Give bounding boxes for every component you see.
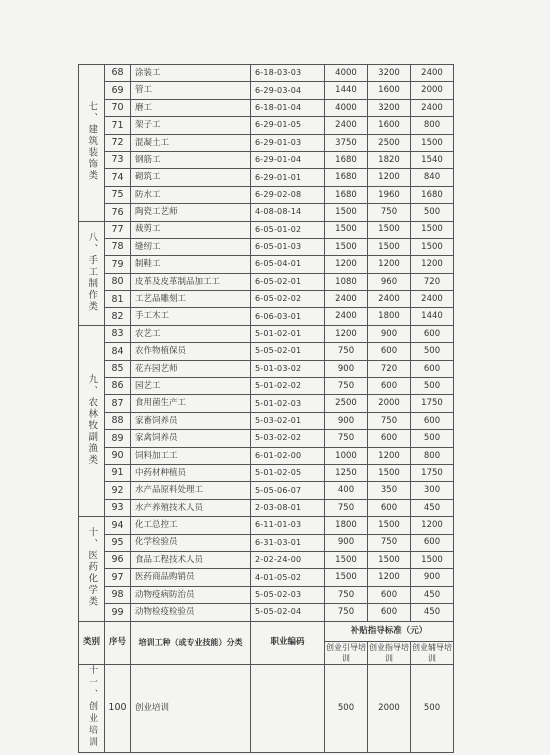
subsidy-1: 1000 xyxy=(325,447,368,464)
occupation-name: 缝纫工 xyxy=(131,238,251,255)
occupation-name: 动物检疫检验员 xyxy=(131,604,251,621)
subsidy-3: 1500 xyxy=(411,134,454,151)
occupation-code xyxy=(251,664,325,752)
row-number: 84 xyxy=(105,343,131,360)
row-number: 78 xyxy=(105,238,131,255)
table-row xyxy=(79,664,454,752)
occupation-name: 皮革及皮革制品加工工 xyxy=(131,273,251,290)
table-row xyxy=(79,291,454,308)
subsidy-1: 3750 xyxy=(325,134,368,151)
row-number: 98 xyxy=(105,586,131,603)
table-row xyxy=(79,221,454,238)
subsidy-2: 1200 xyxy=(368,169,411,186)
subsidy-3: 1200 xyxy=(411,256,454,273)
category-cell xyxy=(79,664,105,752)
occupation-code: 5-03-02-01 xyxy=(251,412,325,429)
occupation-code: 6-11-01-03 xyxy=(251,517,325,534)
subsidy-2: 750 xyxy=(368,412,411,429)
occupation-name: 化工总控工 xyxy=(131,517,251,534)
subsidy-3: 2400 xyxy=(411,65,454,82)
row-number: 89 xyxy=(105,430,131,447)
table-row xyxy=(79,430,454,447)
subsidy-1: 1440 xyxy=(325,82,368,99)
subsidy-2: 1200 xyxy=(368,447,411,464)
table-row xyxy=(79,82,454,99)
occupation-name: 架子工 xyxy=(131,117,251,134)
header-sub-3: 创业辅导培训 xyxy=(412,642,452,663)
category-cell xyxy=(79,325,105,516)
occupation-name: 中药材种植员 xyxy=(131,464,251,481)
table-row xyxy=(79,534,454,551)
subsidy-3: 600 xyxy=(411,534,454,551)
table-row xyxy=(79,395,454,412)
subsidy-1: 1500 xyxy=(325,221,368,238)
row-number: 70 xyxy=(105,99,131,116)
subsidy-3: 2400 xyxy=(411,99,454,116)
occupation-name: 工艺品雕刻工 xyxy=(131,291,251,308)
row-number: 99 xyxy=(105,604,131,621)
table-row xyxy=(79,117,454,134)
row-number: 87 xyxy=(105,395,131,412)
category-label: 七、建筑装饰类 xyxy=(86,101,98,182)
subsidy-3: 1200 xyxy=(411,517,454,534)
table-row xyxy=(79,360,454,377)
row-number: 100 xyxy=(105,664,131,752)
subsidy-1: 1500 xyxy=(325,238,368,255)
row-number: 95 xyxy=(105,534,131,551)
subsidy-2: 750 xyxy=(368,534,411,551)
subsidy-table xyxy=(78,64,454,753)
occupation-code: 6-18-03-03 xyxy=(251,65,325,82)
subsidy-3: 2000 xyxy=(411,82,454,99)
occupation-code: 5-01-02-01 xyxy=(251,325,325,342)
subsidy-1: 4000 xyxy=(325,99,368,116)
subsidy-3: 1680 xyxy=(411,186,454,203)
subsidy-1: 1800 xyxy=(325,517,368,534)
occupation-name: 创业培训 xyxy=(131,664,251,752)
subsidy-3: 1500 xyxy=(411,221,454,238)
occupation-name: 家畜饲养员 xyxy=(131,412,251,429)
occupation-code: 6-29-01-05 xyxy=(251,117,325,134)
subsidy-2: 350 xyxy=(368,482,411,499)
subsidy-1: 1500 xyxy=(325,569,368,586)
subsidy-3: 600 xyxy=(411,360,454,377)
category-label: 十、医药化学类 xyxy=(86,527,98,608)
table-row xyxy=(79,604,454,621)
subsidy-1: 750 xyxy=(325,604,368,621)
category-label: 八、手工制作类 xyxy=(86,231,98,313)
subsidy-1: 750 xyxy=(325,586,368,603)
subsidy-2: 2000 xyxy=(368,664,411,752)
occupation-code: 6-05-02-02 xyxy=(251,291,325,308)
occupation-code: 5-01-02-03 xyxy=(251,395,325,412)
subsidy-1: 1250 xyxy=(325,464,368,481)
row-number: 69 xyxy=(105,82,131,99)
subsidy-3: 600 xyxy=(411,325,454,342)
subsidy-1: 900 xyxy=(325,534,368,551)
subsidy-3: 500 xyxy=(411,664,454,752)
table-row xyxy=(79,238,454,255)
subsidy-1: 1200 xyxy=(325,325,368,342)
occupation-name: 动物疫病防治员 xyxy=(131,586,251,603)
row-number: 74 xyxy=(105,169,131,186)
subsidy-2: 1500 xyxy=(368,551,411,568)
subsidy-2: 2400 xyxy=(368,291,411,308)
table-row xyxy=(79,325,454,342)
occupation-name: 园艺工 xyxy=(131,378,251,395)
occupation-name: 家禽饲养员 xyxy=(131,430,251,447)
occupation-name: 手工木工 xyxy=(131,308,251,325)
occupation-code: 5-05-06-07 xyxy=(251,482,325,499)
occupation-code: 6-01-02-00 xyxy=(251,447,325,464)
occupation-code: 6-05-04-01 xyxy=(251,256,325,273)
subsidy-3: 840 xyxy=(411,169,454,186)
occupation-code: 6-29-01-03 xyxy=(251,134,325,151)
occupation-name: 水产养殖技术人员 xyxy=(131,499,251,516)
occupation-code: 6-29-02-08 xyxy=(251,186,325,203)
subsidy-2: 3200 xyxy=(368,65,411,82)
occupation-code: 5-05-02-04 xyxy=(251,604,325,621)
occupation-code: 5-01-02-05 xyxy=(251,464,325,481)
subsidy-3: 2400 xyxy=(411,291,454,308)
occupation-name: 化学检验员 xyxy=(131,534,251,551)
subsidy-2: 1800 xyxy=(368,308,411,325)
table-row xyxy=(79,256,454,273)
table-row xyxy=(79,551,454,568)
subsidy-3: 1500 xyxy=(411,238,454,255)
occupation-code: 6-29-01-04 xyxy=(251,151,325,168)
subsidy-1: 2500 xyxy=(325,395,368,412)
table-row xyxy=(79,134,454,151)
header-row xyxy=(79,621,454,641)
table-row xyxy=(79,499,454,516)
header-number: 序号 xyxy=(105,621,131,664)
occupation-name: 防水工 xyxy=(131,186,251,203)
subsidy-3: 1440 xyxy=(411,308,454,325)
occupation-name: 食品工程技术人员 xyxy=(131,551,251,568)
row-number: 92 xyxy=(105,482,131,499)
occupation-code: 5-05-02-01 xyxy=(251,343,325,360)
table-row xyxy=(79,447,454,464)
subsidy-2: 600 xyxy=(368,343,411,360)
subsidy-1: 2400 xyxy=(325,117,368,134)
table-row xyxy=(79,186,454,203)
subsidy-2: 600 xyxy=(368,604,411,621)
subsidy-3: 450 xyxy=(411,499,454,516)
table-row xyxy=(79,464,454,481)
row-number: 76 xyxy=(105,204,131,221)
header-subsidy: 补贴指导标准（元） xyxy=(325,621,454,641)
subsidy-2: 1820 xyxy=(368,151,411,168)
occupation-code: 4-01-05-02 xyxy=(251,569,325,586)
subsidy-2: 900 xyxy=(368,325,411,342)
category-cell xyxy=(79,517,105,621)
table-row xyxy=(79,99,454,116)
subsidy-1: 1080 xyxy=(325,273,368,290)
subsidy-2: 1500 xyxy=(368,517,411,534)
occupation-code: 4-08-08-14 xyxy=(251,204,325,221)
row-number: 91 xyxy=(105,464,131,481)
subsidy-3: 500 xyxy=(411,430,454,447)
occupation-name: 涂装工 xyxy=(131,65,251,82)
row-number: 75 xyxy=(105,186,131,203)
header-name: 培训工种（或专业技能）分类 xyxy=(131,621,251,664)
subsidy-2: 600 xyxy=(368,586,411,603)
subsidy-2: 1500 xyxy=(368,221,411,238)
table-row xyxy=(79,65,454,82)
row-number: 86 xyxy=(105,378,131,395)
subsidy-1: 4000 xyxy=(325,65,368,82)
table-row xyxy=(79,151,454,168)
subsidy-2: 1600 xyxy=(368,117,411,134)
row-number: 85 xyxy=(105,360,131,377)
row-number: 97 xyxy=(105,569,131,586)
subsidy-1: 750 xyxy=(325,378,368,395)
table-row xyxy=(79,412,454,429)
header-sub-1: 创业引导培训 xyxy=(326,642,366,663)
occupation-name: 混凝土工 xyxy=(131,134,251,151)
occupation-name: 水产品原料处理工 xyxy=(131,482,251,499)
subsidy-1: 750 xyxy=(325,430,368,447)
occupation-name: 食用菌生产工 xyxy=(131,395,251,412)
row-number: 82 xyxy=(105,308,131,325)
row-number: 94 xyxy=(105,517,131,534)
occupation-code: 6-05-01-02 xyxy=(251,221,325,238)
subsidy-1: 900 xyxy=(325,412,368,429)
subsidy-3: 500 xyxy=(411,204,454,221)
row-number: 72 xyxy=(105,134,131,151)
occupation-code: 6-31-03-01 xyxy=(251,534,325,551)
subsidy-2: 1500 xyxy=(368,238,411,255)
occupation-name: 钢筋工 xyxy=(131,151,251,168)
occupation-code: 6-06-03-01 xyxy=(251,308,325,325)
header-sub-2: 创业指导培训 xyxy=(369,642,409,663)
occupation-code: 6-05-01-03 xyxy=(251,238,325,255)
occupation-code: 5-05-02-03 xyxy=(251,586,325,603)
subsidy-3: 900 xyxy=(411,569,454,586)
row-number: 90 xyxy=(105,447,131,464)
subsidy-2: 1200 xyxy=(368,569,411,586)
subsidy-3: 800 xyxy=(411,447,454,464)
table-row xyxy=(79,586,454,603)
header-code: 职业编码 xyxy=(251,621,325,664)
subsidy-2: 1960 xyxy=(368,186,411,203)
subsidy-2: 2500 xyxy=(368,134,411,151)
subsidy-3: 1750 xyxy=(411,464,454,481)
subsidy-2: 720 xyxy=(368,360,411,377)
occupation-code: 2-03-08-01 xyxy=(251,499,325,516)
row-number: 96 xyxy=(105,551,131,568)
subsidy-2: 750 xyxy=(368,204,411,221)
subsidy-1: 1500 xyxy=(325,551,368,568)
subsidy-1: 400 xyxy=(325,482,368,499)
table-row xyxy=(79,569,454,586)
occupation-name: 陶瓷工艺师 xyxy=(131,204,251,221)
subsidy-3: 500 xyxy=(411,343,454,360)
occupation-name: 制鞋工 xyxy=(131,256,251,273)
subsidy-3: 500 xyxy=(411,378,454,395)
occupation-name: 花卉园艺师 xyxy=(131,360,251,377)
subsidy-3: 600 xyxy=(411,412,454,429)
row-number: 81 xyxy=(105,291,131,308)
subsidy-1: 2400 xyxy=(325,291,368,308)
occupation-code: 5-03-02-02 xyxy=(251,430,325,447)
occupation-name: 磨工 xyxy=(131,99,251,116)
row-number: 71 xyxy=(105,117,131,134)
subsidy-1: 1680 xyxy=(325,151,368,168)
occupation-code: 2-02-24-00 xyxy=(251,551,325,568)
subsidy-1: 2400 xyxy=(325,308,368,325)
subsidy-2: 960 xyxy=(368,273,411,290)
occupation-name: 饲料加工工 xyxy=(131,447,251,464)
subsidy-3: 800 xyxy=(411,117,454,134)
subsidy-3: 450 xyxy=(411,604,454,621)
subsidy-3: 1500 xyxy=(411,551,454,568)
occupation-name: 裁剪工 xyxy=(131,221,251,238)
table-row xyxy=(79,343,454,360)
table-row xyxy=(79,169,454,186)
row-number: 68 xyxy=(105,65,131,82)
subsidy-1: 750 xyxy=(325,343,368,360)
occupation-name: 农作物植保员 xyxy=(131,343,251,360)
subsidy-1: 500 xyxy=(325,664,368,752)
category-cell xyxy=(79,221,105,325)
occupation-code: 6-29-03-04 xyxy=(251,82,325,99)
category-label: 九、农林牧副渔类 xyxy=(86,373,98,466)
occupation-name: 农艺工 xyxy=(131,325,251,342)
subsidy-2: 600 xyxy=(368,499,411,516)
subsidy-1: 1680 xyxy=(325,169,368,186)
subsidy-3: 1750 xyxy=(411,395,454,412)
subsidy-2: 2000 xyxy=(368,395,411,412)
subsidy-1: 900 xyxy=(325,360,368,377)
category-label: 十一、创业培训 xyxy=(87,664,97,749)
occupation-code: 5-01-02-02 xyxy=(251,378,325,395)
table-row xyxy=(79,517,454,534)
occupation-code: 6-05-02-01 xyxy=(251,273,325,290)
occupation-name: 砌筑工 xyxy=(131,169,251,186)
subsidy-1: 1500 xyxy=(325,204,368,221)
row-number: 73 xyxy=(105,151,131,168)
table-row xyxy=(79,273,454,290)
row-number: 83 xyxy=(105,325,131,342)
subsidy-3: 720 xyxy=(411,273,454,290)
occupation-code: 6-18-01-04 xyxy=(251,99,325,116)
header-category: 类别 xyxy=(79,621,105,664)
subsidy-2: 600 xyxy=(368,378,411,395)
table-row xyxy=(79,308,454,325)
subsidy-3: 300 xyxy=(411,482,454,499)
occupation-name: 管工 xyxy=(131,82,251,99)
subsidy-1: 750 xyxy=(325,499,368,516)
subsidy-3: 450 xyxy=(411,586,454,603)
occupation-code: 6-29-01-01 xyxy=(251,169,325,186)
category-cell xyxy=(79,65,105,222)
row-number: 80 xyxy=(105,273,131,290)
row-number: 79 xyxy=(105,256,131,273)
row-number: 93 xyxy=(105,499,131,516)
table-row xyxy=(79,378,454,395)
table-row xyxy=(79,482,454,499)
occupation-code: 5-01-03-02 xyxy=(251,360,325,377)
table-row xyxy=(79,204,454,221)
subsidy-2: 600 xyxy=(368,430,411,447)
subsidy-1: 1200 xyxy=(325,256,368,273)
occupation-name: 医药商品购销员 xyxy=(131,569,251,586)
subsidy-2: 3200 xyxy=(368,99,411,116)
subsidy-2: 1200 xyxy=(368,256,411,273)
subsidy-3: 1540 xyxy=(411,151,454,168)
subsidy-1: 1680 xyxy=(325,186,368,203)
subsidy-2: 1600 xyxy=(368,82,411,99)
row-number: 77 xyxy=(105,221,131,238)
row-number: 88 xyxy=(105,412,131,429)
subsidy-2: 1500 xyxy=(368,464,411,481)
